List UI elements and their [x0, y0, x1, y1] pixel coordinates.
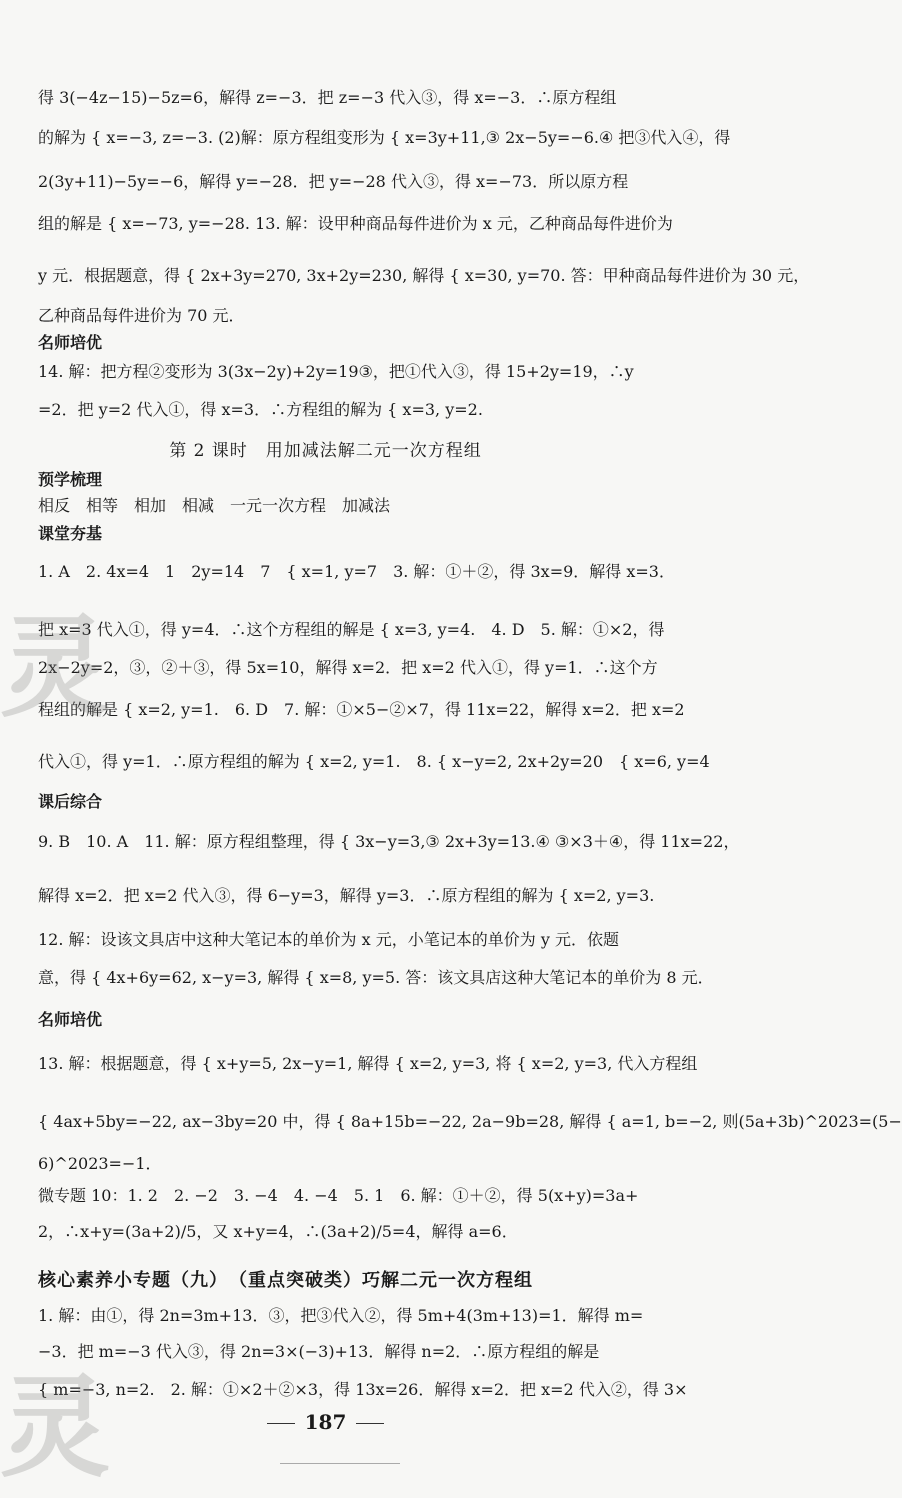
text-line: { 4ax+5by=−22, ax−3by=20 中，得 { 8a+15b=−22, 2a−9b=28, 解得 { a=1, b=−2, 则(5a+3b)^2023=(5−: [38, 1112, 902, 1131]
dash-decoration: [356, 1423, 384, 1424]
section-heading: 名师培优: [38, 1010, 103, 1029]
text-line: { m=−3, n=2. 2. 解：①×2＋②×3，得 13x=26．解得 x=2．把 x=2 代入②，得 3×: [38, 1380, 688, 1399]
text-line: 6)^2023=−1．: [38, 1154, 162, 1173]
text-line: y 元．根据题意，得 { 2x+3y=270, 3x+2y=230, 解得 { x=30, y=70. 答：甲种商品每件进价为 30 元，: [38, 266, 810, 285]
text-line: 程组的解是 { x=2, y=1. 6. D 7. 解：①×5−②×7，得 11x=22，解得 x=2．把 x=2: [38, 700, 685, 719]
text-line: 意，得 { 4x+6y=62, x−y=3, 解得 { x=8, y=5. 答：该文具店这种大笔记本的单价为 8 元．: [38, 968, 714, 987]
text-line: 得 3(−4z−15)−5z=6，解得 z=−3．把 z=−3 代入③，得 x=−3．∴原方程组: [38, 88, 617, 107]
text-line: 乙种商品每件进价为 70 元．: [38, 306, 245, 325]
text-line: 相反 相等 相加 相减 一元一次方程 加减法: [38, 496, 391, 515]
watermark: 灵: [0, 604, 110, 732]
text-line: =2．把 y=2 代入①，得 x=3．∴方程组的解为 { x=3, y=2.: [38, 400, 483, 419]
section-heading: 课后综合: [38, 792, 103, 811]
text-line: 解得 x=2．把 x=2 代入③，得 6−y=3，解得 y=3．∴原方程组的解为 { x=2, y=3.: [38, 886, 655, 905]
text-line: 1. 解：由①，得 2n=3m+13．③，把③代入②，得 5m+4(3m+13)=1．解得 m=: [38, 1306, 644, 1325]
text-line: 2，∴x+y=(3a+2)/5，又 x+y=4，∴(3a+2)/5=4，解得 a=6．: [38, 1222, 518, 1241]
special-topic-title: 核心素养小专题（九） （重点突破类）巧解二元一次方程组: [38, 1270, 533, 1291]
text-line: 12. 解：设该文具店中这种大笔记本的单价为 x 元，小笔记本的单价为 y 元．依题: [38, 930, 619, 949]
dash-decoration: [267, 1423, 295, 1424]
text-line: 2x−2y=2，③，②＋③，得 5x=10，解得 x=2．把 x=2 代入①，得 y=1．∴这个方: [38, 658, 658, 677]
text-line: 13. 解：根据题意，得 { x+y=5, 2x−y=1, 解得 { x=2, y=3, 将 { x=2, y=3, 代入方程组: [38, 1054, 698, 1073]
text-line: 1. A 2. 4x=4 1 2y=14 7 { x=1, y=7 3. 解：①＋②，得 3x=9．解得 x=3．: [38, 562, 675, 581]
text-line: 9. B 10. A 11. 解：原方程组整理，得 { 3x−y=3,③ 2x+3y=13.④ ③×3＋④，得 11x=22，: [38, 832, 740, 851]
page-number: [0, 1410, 651, 1434]
section-heading: 预学梳理: [38, 470, 103, 489]
text-line: 代入①，得 y=1．∴原方程组的解为 { x=2, y=1. 8. { x−y=2, 2x+2y=20 { x=6, y=4: [38, 752, 710, 771]
text-line: 的解为 { x=−3, z=−3. (2)解：原方程组变形为 { x=3y+11,③ 2x−5y=−6.④ 把③代入④，得: [38, 128, 731, 147]
page-number-text: 187: [304, 1410, 347, 1434]
bottom-rule: [280, 1463, 400, 1464]
section-heading: 名师培优: [38, 333, 103, 352]
watermark: 灵: [0, 1364, 110, 1492]
text-line: 2(3y+11)−5y=−6，解得 y=−28．把 y=−28 代入③，得 x=−73．所以原方程: [38, 172, 629, 191]
text-line: −3．把 m=−3 代入③，得 2n=3×(−3)+13．解得 n=2．∴原方程组的解是: [38, 1342, 600, 1361]
text-line: 组的解是 { x=−73, y=−28. 13. 解：设甲种商品每件进价为 x 元，乙种商品每件进价为: [38, 214, 673, 233]
lesson-title: 第 2 课时 用加减法解二元一次方程组: [169, 441, 482, 461]
text-line: 微专题 10：1. 2 2. −2 3. −4 4. −4 5. 1 6. 解：①＋②，得 5(x+y)=3a+: [38, 1186, 639, 1205]
section-heading: 课堂夯基: [38, 524, 103, 543]
text-line: 把 x=3 代入①，得 y=4．∴这个方程组的解是 { x=3, y=4. 4. D 5. 解：①×2，得: [38, 620, 665, 639]
text-line: 14. 解：把方程②变形为 3(3x−2y)+2y=19③，把①代入③，得 15+2y=19，∴y: [38, 362, 634, 381]
